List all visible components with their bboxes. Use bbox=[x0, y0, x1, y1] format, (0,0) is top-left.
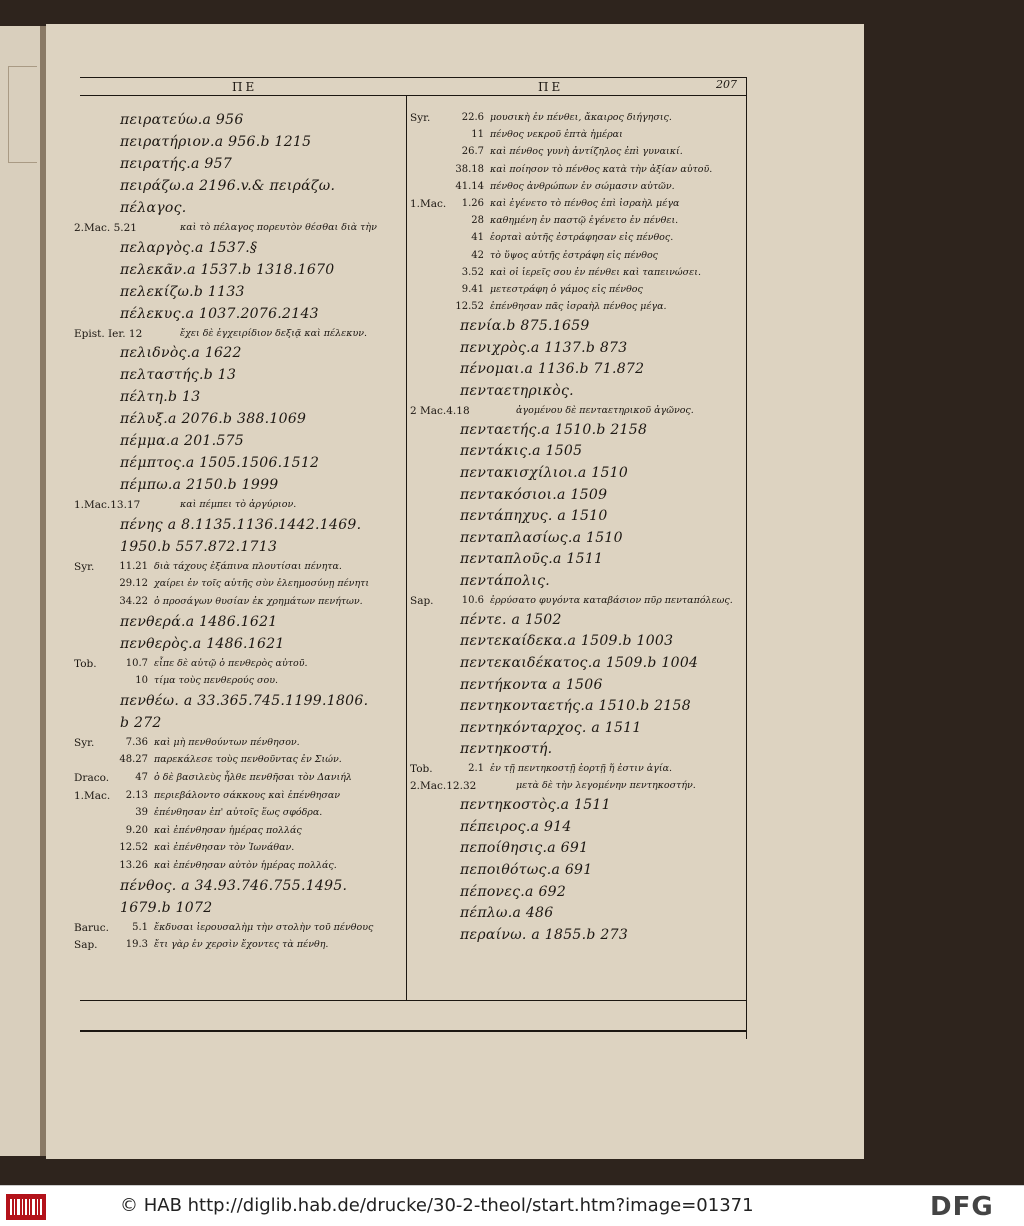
lemma-text: πενταπλοῦς.a 1511 bbox=[460, 551, 604, 568]
copyright-url[interactable]: © HAB http://diglib.hab.de/drucke/30-2-theol/start.htm?image=01371 bbox=[120, 1195, 754, 1216]
citation-verse: 11.21 bbox=[119, 560, 148, 572]
lemma-entry bbox=[74, 262, 404, 284]
lemma-entry bbox=[410, 318, 740, 340]
lemma-text: πενταετής.a 1510.b 2158 bbox=[460, 421, 648, 438]
citation-text: καὶ ἐγένετο τὸ πένθος ἐπὶ ἰσραὴλ μέγα bbox=[490, 197, 680, 209]
lemma-text: πεντηκοστὸς.a 1511 bbox=[460, 797, 611, 814]
lemma-text: πεντακισχίλιοι.a 1510 bbox=[460, 465, 629, 481]
citation-line bbox=[410, 595, 740, 612]
citation-line bbox=[74, 499, 404, 517]
lemma-entry bbox=[410, 797, 740, 819]
citation-verse: 26.7 bbox=[461, 146, 484, 158]
citation-text: χαίρει ἐν τοῖς αὐτῆς σὺν ἐλεημοσύνῃ πένητι bbox=[154, 578, 370, 590]
lemma-entry bbox=[410, 741, 740, 763]
citation-line bbox=[74, 860, 404, 878]
citation-line bbox=[410, 301, 740, 318]
citation-text: ὁ δὲ βασιλεὺς ἦλθε πενθῆσαι τὸν Δανιήλ bbox=[154, 771, 352, 783]
lemma-entry bbox=[410, 819, 740, 841]
citation-line bbox=[74, 939, 404, 957]
citation-reference: Tob. bbox=[410, 762, 433, 775]
bottom-rule-1 bbox=[80, 1000, 747, 1001]
citation-reference: Sap. bbox=[410, 594, 434, 607]
header-rule bbox=[80, 95, 747, 96]
lemma-entry bbox=[74, 433, 404, 455]
top-rule bbox=[80, 77, 747, 78]
citation-text: ἐρρύσατο φυγόντα καταβάσιον πῦρ πενταπόλεως. bbox=[490, 594, 733, 606]
citation-text: καὶ ποίησον τὸ πένθος κατὰ τὴν ἀξίαν αὐτοῦ. bbox=[490, 163, 713, 175]
lemma-entry bbox=[410, 573, 740, 595]
citation-verse: 34.22 bbox=[119, 595, 148, 607]
citation-verse: 10.7 bbox=[125, 657, 148, 669]
citation-reference: 1.Mac. bbox=[74, 789, 111, 802]
citation-verse: 42 bbox=[471, 249, 484, 261]
lemma-entry bbox=[410, 677, 740, 699]
lemma-text: πέμπτος.a 1505.1506.1512 bbox=[120, 455, 320, 472]
citation-line bbox=[74, 222, 404, 240]
lemma-text: πεντακόσιοι.a 1509 bbox=[460, 486, 608, 503]
citation-verse: 3.52 bbox=[461, 266, 484, 278]
lemma-entry bbox=[74, 900, 404, 922]
citation-reference: Sap. bbox=[74, 939, 98, 952]
citation-verse: 38.18 bbox=[455, 163, 484, 175]
lemma-entry bbox=[74, 134, 404, 156]
citation-reference: Syr. bbox=[74, 560, 95, 573]
citation-line bbox=[410, 267, 740, 284]
lemma-entry bbox=[74, 240, 404, 262]
citation-reference: Syr. bbox=[410, 112, 431, 124]
citation-line bbox=[74, 922, 404, 940]
lemma-text: πενιχρὸς.a 1137.b 873 bbox=[460, 339, 628, 356]
citation-text: καὶ τὸ πέλαγος πορευτὸν θέσθαι διὰ τὴν bbox=[180, 222, 377, 233]
lemma-text: b 272 bbox=[120, 714, 162, 731]
lemma-text: πενθερὸς.a 1486.1621 bbox=[120, 635, 285, 652]
hab-barcode-icon bbox=[6, 1194, 46, 1220]
citation-reference: 1.Mac.13.17 bbox=[74, 499, 141, 512]
citation-text: τὸ ὕψος αὐτῆς ἐστράφη εἰς πένθος bbox=[490, 249, 658, 261]
lemma-entry bbox=[410, 443, 740, 465]
lemma-text: πειράζω.a 2196.v.& πειράζω. bbox=[120, 178, 336, 194]
lemma-entry bbox=[410, 840, 740, 862]
lemma-entry bbox=[410, 465, 740, 487]
citation-verse: 41 bbox=[471, 232, 484, 244]
lemma-entry bbox=[74, 878, 404, 900]
lemma-text: πελταστής.b 13 bbox=[120, 367, 237, 384]
citation-text: ὁ προσάγων θυσίαν ἐκ χρημάτων πενήτων. bbox=[154, 595, 363, 607]
footer-bar bbox=[0, 1185, 1024, 1226]
lemma-entry bbox=[410, 698, 740, 720]
citation-line bbox=[74, 328, 404, 346]
citation-text: πένθος ἀνθρώπων ἐν σώμασιν αὐτῶν. bbox=[490, 180, 675, 192]
citation-verse: 19.3 bbox=[125, 939, 148, 951]
citation-verse: 5.1 bbox=[132, 921, 148, 933]
lemma-text: πέλτη.b 13 bbox=[120, 389, 201, 406]
citation-text: καὶ ἐπένθησαν ἡμέρας πολλάς bbox=[154, 824, 302, 836]
citation-text: ἐπένθησαν ἐπ' αὐτοῖς ἕως σφόδρα. bbox=[154, 807, 323, 819]
citation-text: καθημένη ἐν παστῷ ἐγένετο ἐν πένθει. bbox=[490, 215, 679, 227]
lemma-entry bbox=[410, 530, 740, 552]
citation-line bbox=[74, 790, 404, 808]
citation-text: καὶ ἐπένθησαν αὐτὸν ἡμέρας πολλάς. bbox=[154, 859, 337, 871]
lemma-entry bbox=[410, 633, 740, 655]
citation-verse: 48.27 bbox=[119, 754, 148, 766]
lemma-text: πενία.b 875.1659 bbox=[460, 318, 590, 335]
right-column bbox=[410, 112, 740, 948]
lemma-entry bbox=[74, 477, 404, 499]
citation-line bbox=[74, 807, 404, 825]
lemma-entry bbox=[74, 178, 404, 200]
lemma-entry bbox=[410, 905, 740, 927]
citation-text: καὶ ἐπένθησαν τὸν Ἰωνάθαν. bbox=[154, 842, 295, 854]
citation-verse: 28 bbox=[471, 215, 484, 227]
citation-text: μουσικὴ ἐν πένθει, ἄκαιρος διήγησις. bbox=[490, 112, 672, 123]
lemma-text: πεντάπηχυς. a 1510 bbox=[460, 508, 608, 525]
citation-text: παρεκάλεσε τοὺς πενθοῦντας ἐν Σιών. bbox=[154, 754, 342, 766]
citation-text: ἐν τῇ πεντηκοστῇ ἑορτῇ ἥ ἐστιν ἁγία. bbox=[490, 762, 673, 774]
citation-reference: Syr. bbox=[74, 736, 95, 749]
page-number: 207 bbox=[716, 78, 737, 91]
lemma-entry bbox=[74, 636, 404, 658]
lemma-text: πεποίθησις.a 691 bbox=[460, 840, 589, 857]
lemma-text: πένομαι.a 1136.b 71.872 bbox=[460, 361, 645, 378]
citation-line bbox=[410, 181, 740, 198]
lemma-text: πεντηκόνταρχος. a 1511 bbox=[460, 719, 642, 736]
lemma-entry bbox=[410, 862, 740, 884]
citation-verse: 10 bbox=[135, 675, 148, 687]
lemma-text: πέλεκυς.a 1037.2076.2143 bbox=[120, 305, 319, 322]
citation-verse: 29.12 bbox=[119, 578, 148, 590]
citation-line bbox=[74, 754, 404, 772]
citation-verse: 9.41 bbox=[461, 283, 484, 295]
citation-verse: 9.20 bbox=[125, 824, 148, 836]
citation-verse: 22.6 bbox=[461, 112, 484, 123]
citation-line bbox=[410, 232, 740, 249]
lemma-text: πεντάπολις. bbox=[460, 572, 551, 589]
lemma-text: πειρατής.a 957 bbox=[120, 156, 233, 172]
citation-text: μετεστράφη ὁ γάμος εἰς πένθος bbox=[490, 283, 643, 295]
lemma-entry bbox=[410, 655, 740, 677]
lemma-text: πένης a 8.1135.1136.1442.1469. bbox=[120, 516, 362, 533]
lemma-text: πέντε. a 1502 bbox=[460, 611, 562, 628]
citation-verse: 39 bbox=[135, 807, 148, 819]
right-rule bbox=[746, 77, 747, 1039]
lemma-text: πεποιθότως.a 691 bbox=[460, 862, 593, 879]
lemma-text: πελαργὸς.a 1537.§ bbox=[120, 239, 258, 256]
lemma-text: πενθέω. a 33.365.745.1199.1806. bbox=[120, 692, 369, 709]
lemma-entry bbox=[410, 487, 740, 509]
citation-reference: Draco. bbox=[74, 771, 110, 784]
lemma-entry bbox=[74, 156, 404, 178]
lemma-text: πεντεκαιδέκατος.a 1509.b 1004 bbox=[460, 654, 699, 671]
citation-verse: 1.26 bbox=[461, 197, 484, 209]
citation-text: καὶ οἱ ἱερεῖς σου ἐν πένθει καὶ ταπεινώσει. bbox=[490, 266, 701, 278]
lemma-entry bbox=[410, 361, 740, 383]
citation-line bbox=[74, 658, 404, 676]
lemma-text: πελεκᾶν.a 1537.b 1318.1670 bbox=[120, 261, 335, 278]
citation-reference: 2.Mac.12.32 bbox=[410, 780, 477, 793]
citation-verse: 2.13 bbox=[125, 789, 148, 801]
citation-text: ἔτι γὰρ ἐν χερσὶν ἔχοντες τὰ πένθη. bbox=[154, 939, 329, 951]
lemma-entry bbox=[410, 508, 740, 530]
citation-text: πένθος νεκροῦ ἑπτὰ ἡμέραι bbox=[490, 129, 623, 141]
lemma-text: πενθερά.a 1486.1621 bbox=[120, 613, 278, 630]
citation-reference: Epist. Ier. 12 bbox=[74, 327, 143, 340]
lemma-text: πεντήκοντα a 1506 bbox=[460, 676, 603, 693]
citation-verse: 11 bbox=[471, 129, 484, 141]
citation-verse: 10.6 bbox=[461, 594, 484, 606]
citation-text: ἑορταὶ αὐτῆς ἐστράφησαν εἰς πένθος. bbox=[490, 232, 674, 244]
lemma-text: πεντάκις.a 1505 bbox=[460, 443, 583, 460]
citation-line bbox=[410, 164, 740, 181]
citation-text: εἶπε δὲ αὐτῷ ὁ πενθερὸς αὐτοῦ. bbox=[154, 657, 308, 669]
lemma-text: πενταπλασίως.a 1510 bbox=[460, 529, 623, 546]
citation-line bbox=[74, 596, 404, 614]
citation-line bbox=[74, 737, 404, 755]
citation-text: καὶ πέμπει τὸ ἀργύριον. bbox=[180, 499, 297, 511]
lemma-entry bbox=[74, 455, 404, 477]
citation-verse: 13.26 bbox=[119, 859, 148, 871]
dfg-logo: DFG bbox=[930, 1192, 994, 1222]
citation-line bbox=[74, 578, 404, 596]
lemma-entry bbox=[74, 539, 404, 561]
citation-text: περιεβάλοντο σάκκους καὶ ἐπένθησαν bbox=[154, 789, 341, 801]
citation-text: ἔκδυσαι ἱερουσαλὴμ τὴν στολὴν τοῦ πένθους bbox=[154, 921, 374, 933]
lemma-text: πεντηκονταετής.a 1510.b 2158 bbox=[460, 698, 691, 715]
lemma-entry bbox=[74, 112, 404, 134]
lemma-entry bbox=[74, 389, 404, 411]
lemma-entry bbox=[410, 551, 740, 573]
citation-line bbox=[410, 215, 740, 232]
lemma-entry bbox=[74, 411, 404, 433]
lemma-text: περαίνω. a 1855.b 273 bbox=[460, 926, 629, 943]
citation-line bbox=[410, 250, 740, 267]
citation-verse: 12.52 bbox=[119, 842, 148, 854]
citation-verse: 41.14 bbox=[455, 180, 484, 192]
lemma-entry bbox=[410, 927, 740, 949]
running-header-left: ΠΕ bbox=[232, 80, 258, 94]
citation-text: ἀγομένου δὲ πενταετηρικοῦ ἀγῶνος. bbox=[516, 404, 694, 416]
citation-text: ἔχει δὲ ἐγχειρίδιον δεξιᾷ καὶ πέλεκυν. bbox=[180, 327, 368, 339]
citation-line bbox=[410, 146, 740, 163]
citation-reference: 1.Mac. bbox=[410, 197, 447, 210]
citation-text: ἐπένθησαν πᾶς ἰσραὴλ πένθος μέγα. bbox=[490, 301, 667, 313]
citation-text: διὰ τάχους ἐξάπινα πλουτίσαι πένητα. bbox=[154, 560, 342, 572]
lemma-entry bbox=[410, 612, 740, 634]
lemma-entry bbox=[74, 345, 404, 367]
lemma-text: πέλυξ.a 2076.b 388.1069 bbox=[120, 411, 307, 428]
citation-text: τίμα τοὺς πενθερούς σου. bbox=[154, 675, 279, 687]
lemma-entry bbox=[74, 200, 404, 222]
lemma-text: 1950.b 557.872.1713 bbox=[120, 538, 278, 555]
lemma-entry bbox=[74, 367, 404, 389]
lemma-text: πελιδνὸς.a 1622 bbox=[120, 345, 242, 362]
lemma-text: πεντεκαίδεκα.a 1509.b 1003 bbox=[460, 633, 674, 650]
lemma-entry bbox=[410, 884, 740, 906]
bottom-rule-2 bbox=[80, 1030, 747, 1032]
lemma-entry bbox=[74, 284, 404, 306]
citation-line bbox=[74, 675, 404, 693]
citation-reference: 2 Mac.4.18 bbox=[410, 404, 470, 417]
lemma-entry bbox=[74, 693, 404, 715]
citation-line bbox=[74, 825, 404, 843]
citation-reference: Tob. bbox=[74, 657, 97, 670]
lemma-text: πειρατεύω.a 956 bbox=[120, 112, 244, 128]
citation-line bbox=[410, 112, 740, 129]
citation-line bbox=[410, 129, 740, 146]
citation-line bbox=[410, 284, 740, 301]
citation-reference: Baruc. bbox=[74, 921, 109, 934]
lemma-text: πέμμα.a 201.575 bbox=[120, 433, 245, 450]
citation-verse: 7.36 bbox=[125, 736, 148, 748]
citation-text: μετὰ δὲ τὴν λεγομένην πεντηκοστήν. bbox=[516, 780, 696, 792]
lemma-text: πέλαγος. bbox=[120, 200, 187, 216]
citation-line bbox=[410, 198, 740, 215]
previous-page-edge bbox=[0, 26, 41, 1156]
lemma-text: πέπειρος.a 914 bbox=[460, 818, 572, 835]
citation-verse: 2.1 bbox=[468, 762, 484, 774]
lemma-text: πένθος. a 34.93.746.755.1495. bbox=[120, 877, 348, 894]
citation-verse: 47 bbox=[135, 771, 148, 783]
citation-text: καὶ μὴ πενθούντων πένθησον. bbox=[154, 736, 300, 748]
lemma-text: πέπλω.a 486 bbox=[460, 905, 554, 922]
lemma-text: πέμπω.a 2150.b 1999 bbox=[120, 477, 279, 494]
lemma-entry bbox=[74, 614, 404, 636]
citation-line bbox=[410, 763, 740, 780]
lemma-text: πέπονες.a 692 bbox=[460, 883, 567, 900]
citation-text: καὶ πένθος γυνὴ ἀντίζηλος ἐπὶ γυναικί. bbox=[490, 146, 683, 158]
left-column bbox=[74, 112, 404, 957]
lemma-entry bbox=[74, 517, 404, 539]
lemma-text: πενταετηρικὸς. bbox=[460, 383, 574, 400]
lemma-entry bbox=[74, 306, 404, 328]
citation-line bbox=[74, 561, 404, 579]
running-header-right: ΠΕ bbox=[538, 80, 564, 94]
citation-line bbox=[410, 780, 740, 797]
lemma-text: πελεκίζω.b 1133 bbox=[120, 283, 245, 300]
lemma-entry bbox=[410, 422, 740, 444]
citation-line bbox=[410, 405, 740, 422]
lemma-entry bbox=[410, 720, 740, 742]
lemma-entry bbox=[410, 340, 740, 362]
column-divider bbox=[406, 95, 407, 1000]
lemma-entry bbox=[410, 383, 740, 405]
citation-line bbox=[74, 842, 404, 860]
lemma-entry bbox=[74, 715, 404, 737]
lemma-text: πειρατήριον.a 956.b 1215 bbox=[120, 134, 312, 150]
citation-reference: 2.Mac. 5.21 bbox=[74, 222, 137, 234]
lemma-text: 1679.b 1072 bbox=[120, 899, 213, 916]
lemma-text: πεντηκοστή. bbox=[460, 741, 553, 758]
citation-line bbox=[74, 772, 404, 790]
citation-verse: 12.52 bbox=[455, 301, 484, 313]
